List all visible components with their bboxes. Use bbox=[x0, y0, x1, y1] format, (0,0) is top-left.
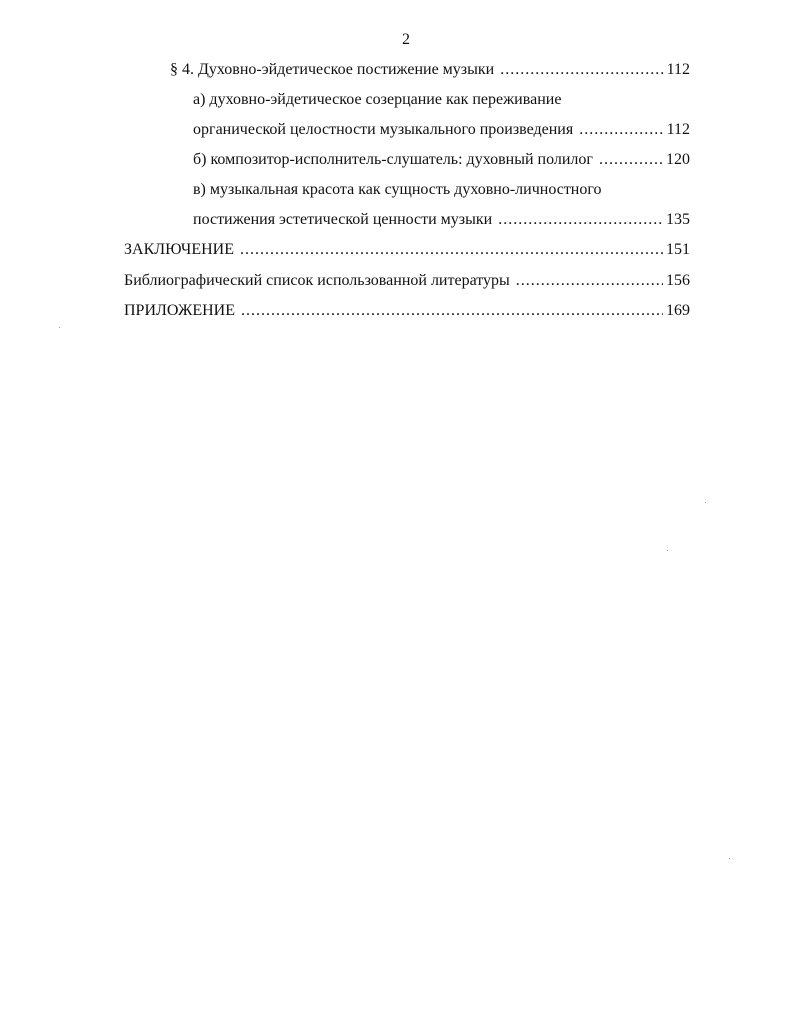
toc-entry-sub-c-line-2 bbox=[193, 210, 690, 230]
toc-entry-page: 156 bbox=[666, 272, 690, 289]
toc-dot-leader bbox=[500, 60, 663, 80]
toc-entry-title: в) музыкальная красота как сущность духовно-личностного bbox=[193, 181, 602, 198]
page-number: 2 bbox=[402, 31, 410, 48]
toc-entry-title: ЗАКЛЮЧЕНИЕ bbox=[124, 241, 234, 258]
toc-entry-page: 135 bbox=[666, 211, 690, 228]
toc-entry-page: 120 bbox=[666, 151, 690, 168]
toc-entry-sub-c-line-1 bbox=[193, 180, 602, 200]
toc-entry-page: 112 bbox=[666, 121, 690, 138]
toc-entry-page: 169 bbox=[666, 302, 690, 319]
toc-entry-title: § 4. Духовно-эйдетическое постижение музыки bbox=[170, 61, 495, 78]
scan-speck bbox=[59, 327, 60, 328]
toc-entry-section-4 bbox=[170, 60, 690, 80]
toc-dot-leader bbox=[240, 240, 663, 260]
toc-entry-title: Библиографический список использованной литературы bbox=[124, 272, 510, 289]
toc-dot-leader bbox=[498, 210, 663, 230]
toc-entry-conclusion bbox=[124, 240, 690, 260]
toc-entry-title: б) композитор-исполнитель-слушатель: духовный полилог bbox=[193, 151, 593, 168]
scan-speck bbox=[705, 502, 706, 503]
toc-entry-appendix bbox=[124, 301, 690, 321]
toc-dot-leader bbox=[599, 150, 663, 170]
toc-entry-sub-a-line-1 bbox=[193, 90, 561, 110]
toc-entry-bibliography bbox=[124, 271, 690, 291]
toc-entry-sub-a-line-2 bbox=[193, 120, 690, 140]
toc-entry-title: постижения эстетической ценности музыки bbox=[193, 211, 493, 228]
toc-entry-title: ПРИЛОЖЕНИЕ bbox=[124, 302, 236, 319]
scan-speck bbox=[667, 550, 668, 551]
toc-entry-page: 112 bbox=[666, 61, 690, 78]
toc-entry-page: 151 bbox=[666, 241, 690, 258]
toc-dot-leader bbox=[241, 301, 663, 321]
toc-entry-title: а) духовно-эйдетическое созерцание как переживание bbox=[193, 91, 562, 108]
toc-dot-leader bbox=[579, 120, 663, 140]
toc-dot-leader bbox=[516, 271, 663, 291]
scan-speck bbox=[729, 858, 730, 859]
toc-entry-title: органической целостности музыкального произведения bbox=[193, 121, 574, 138]
toc-entry-sub-b bbox=[193, 150, 690, 170]
